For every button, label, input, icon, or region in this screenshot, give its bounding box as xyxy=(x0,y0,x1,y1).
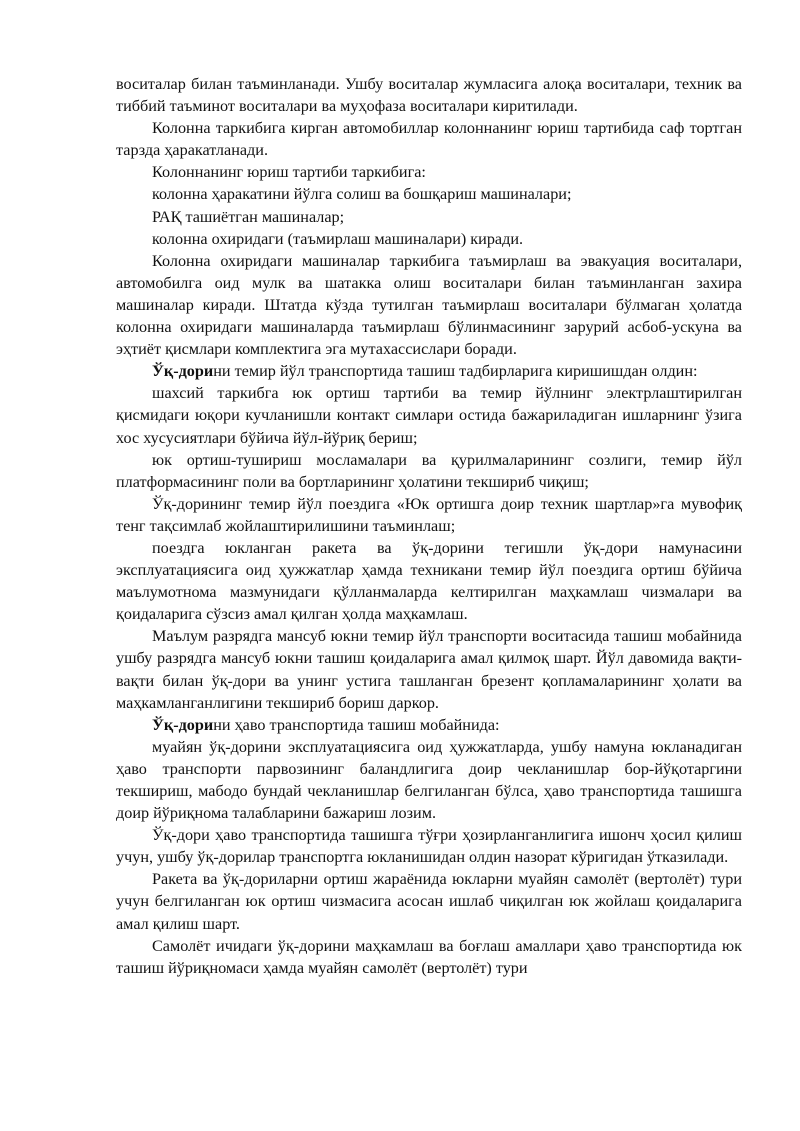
paragraph-text: ни ҳаво транспортида ташиш мобайнида: xyxy=(213,715,500,734)
paragraph-12 xyxy=(116,537,742,625)
list-item xyxy=(116,183,742,205)
paragraph-text: Колоннанинг юриш тартиби таркибига: xyxy=(152,163,426,182)
paragraph-text: воситалар билан таъминланади. Ушбу воситалар жумласига алоқа воситалари, техник ва тиббий таъминот воситалари ва муҳофаза воситалари киритилади. xyxy=(116,75,742,116)
paragraph-text: Ўқ-дори ҳаво транспортида ташишга тўғри ҳозирланганлигига ишонч ҳосил қилиш учун, ушбу ўқ-дорилар транспортга юкланишидан олдин назорат кўригидан ўтказилади. xyxy=(116,826,742,867)
paragraph-7 xyxy=(116,250,742,360)
paragraph-text: поездга юкланган ракета ва ўқ-дорини тегишли ўқ-дори намунасини эксплуатациясига оид ҳужжатлар ҳамда техникани темир йўл поездига ортиш бўйича маълумотнома мазмунидаги қўлланмаларда келтирилган маҳкамлаш чизмалари ва қоидаларига сўзсиз амал қилган ҳолда маҳкамлаш. xyxy=(116,538,742,624)
paragraph-9 xyxy=(116,382,742,448)
paragraph-text: Ракета ва ўқ-дориларни ортиш жараёнида юкларни муайян самолёт (вертолёт) тури учун белгиланган юк ортиш чизмасига асосан ишлаб чиқилган юк жойлаш қоидаларига амал қилиш шарт. xyxy=(116,870,742,933)
paragraph-text: Маълум разрядга мансуб юкни темир йўл транспорти воситасида ташиш мобайнида ушбу разрядга мансуб юкни ташиш қоидаларига амал қилмоқ шарт. Йўл давомида вақти-вақти билан ўқ-дори ва унинг устига ташланган брезент қопламаларининг ҳолати ва маҳкамланганлигини текшириб бориш даркор. xyxy=(116,627,742,712)
document-page xyxy=(116,73,742,979)
paragraph-8 xyxy=(116,360,742,382)
paragraph-text: Колонна таркибига кирган автомобиллар колоннанинг юриш тартибида саф тортган тарзда ҳаракатланади. xyxy=(116,119,742,160)
paragraph-2 xyxy=(116,117,742,161)
paragraph-3 xyxy=(116,161,742,183)
paragraph-text: ни темир йўл транспортида ташиш тадбирларига киришишдан олдин: xyxy=(213,362,698,381)
list-item-text: колонна охиридаги (таъмирлаш машиналари) киради. xyxy=(152,229,524,248)
paragraph-text: муайян ўқ-дорини эксплуатациясига оид ҳужжатларда, ушбу намуна юкланадиган ҳаво транспорти парвозининг баландлигига доир чекланишлар бор-йўқотаргини текшириш, мабодо бундай чекланишлар белгиланган бўлса, ҳаво транспортида ташишга доир йўриқнома талабларини бажариш лозим. xyxy=(116,737,742,823)
paragraph-text: Ўқ-дорининг темир йўл поездига «Юк ортишга доир техник шартлар»га мувофиқ тенг тақсимлаб жойлаштирилишини таъминлаш; xyxy=(116,494,742,535)
paragraph-1 xyxy=(116,73,742,117)
paragraph-16 xyxy=(116,824,742,868)
paragraph-text: Колонна охиридаги машиналар таркибига таъмирлаш ва эвакуация воситалари, автомобилга оид мулк ва шатакка олиш воситалари билан таъминланган захира машиналар киради. Штатда кўзда тутилган таъмирлаш воситалари бўлмаган ҳолатда колонна охиридаги машиналарда таъмирлаш бўлинмасининг зарурий асбоб-ускуна ва эҳтиёт қисмлари комплектига эга мутахассислари боради. xyxy=(116,251,742,359)
list-item xyxy=(116,206,742,228)
paragraph-11 xyxy=(116,493,742,537)
paragraph-14 xyxy=(116,714,742,736)
paragraph-text: Самолёт ичидаги ўқ-дорини маҳкамлаш ва боғлаш амаллари ҳаво транспортида юк ташиш йўриқномаси ҳамда муайян самолёт (вертолёт) тури xyxy=(116,936,742,977)
paragraph-18 xyxy=(116,935,742,979)
paragraph-15 xyxy=(116,736,742,824)
paragraph-10 xyxy=(116,449,742,493)
list-item-text: колонна ҳаракатини йўлга солиш ва бошқариш машиналари; xyxy=(152,185,572,204)
paragraph-text: шахсий таркибга юк ортиш тартиби ва темир йўлнинг электрлаштирилган қисмидаги юқори кучланишли контакт симлари остида бажариладиган ишларнинг ўзига хос хусусиятлари бўйича йўл-йўриқ бериш; xyxy=(116,384,742,447)
paragraph-text: юк ортиш-тушириш мосламалари ва қурилмаларининг созлиги, темир йўл платформасининг поли ва бортларининг ҳолатини текшириб чиқиш; xyxy=(116,450,742,491)
list-item-text: РАҚ ташиётган машиналар; xyxy=(152,207,345,226)
list-item xyxy=(116,228,742,250)
bold-term: Ўқ-дори xyxy=(152,362,214,381)
paragraph-13 xyxy=(116,625,742,713)
paragraph-17 xyxy=(116,868,742,934)
bold-term: Ўқ-дори xyxy=(152,715,214,734)
